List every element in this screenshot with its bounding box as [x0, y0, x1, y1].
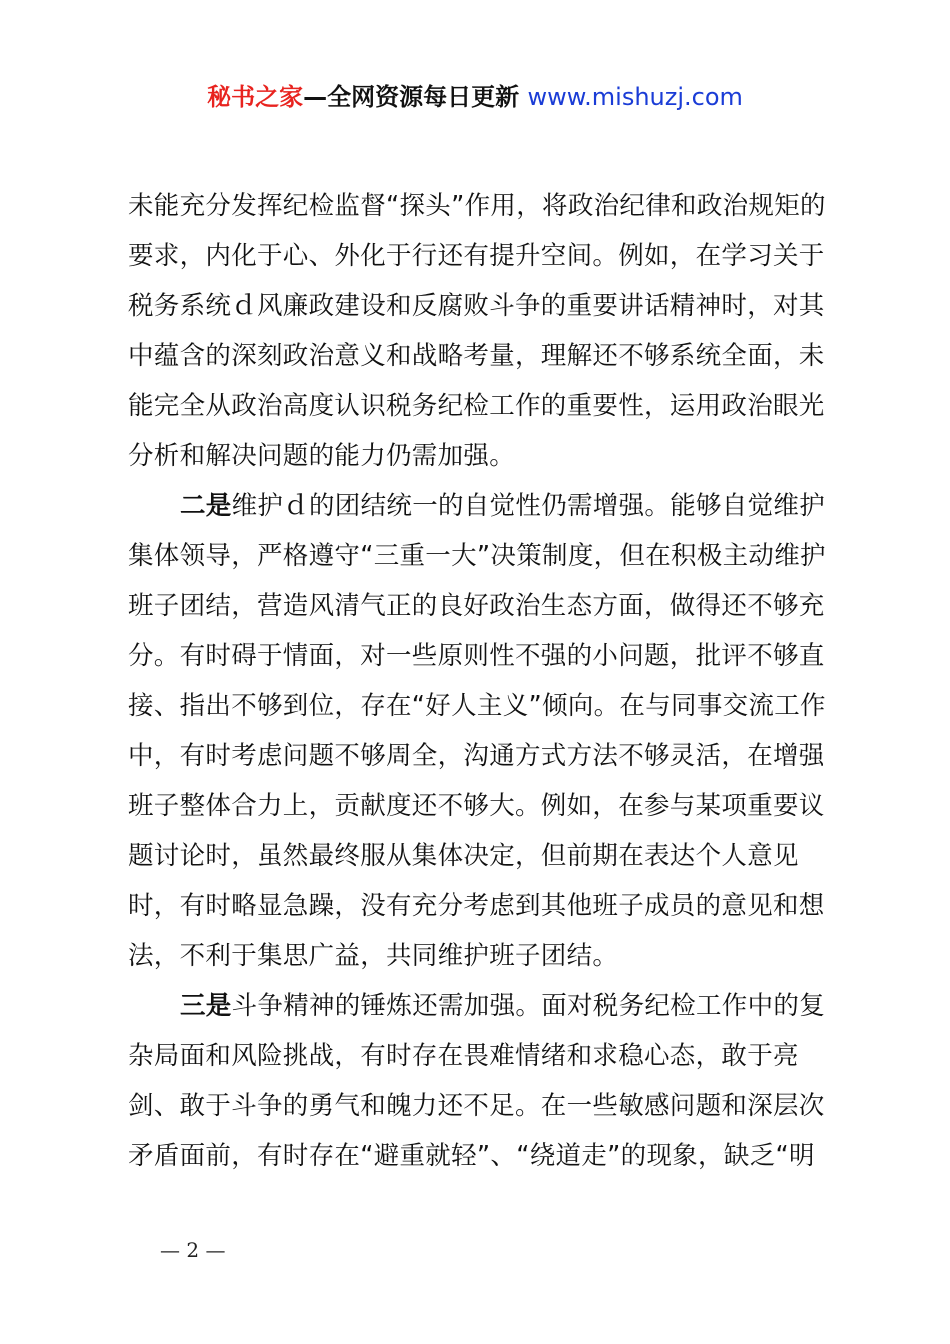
paragraph-2 [128, 481, 834, 981]
paragraph-3 [128, 981, 834, 1181]
paragraph-2-text: 维护ｄ的团结统一的自觉性仍需增强。能够自觉维护集体领导，严格遵守“三重一大”决策制度，但在积极主动维护班子团结，营造风清气正的良好政治生态方面，做得还不够充分。有时碍于情面，对一些原则性不强的小问题，批评不够直接、指出不够到位，存在“好人主义”倾向。在与同事交流工作中，有时考虑问题不够周全，沟通方式方法不够灵活，在增强班子整体合力上，贡献度还不够大。例如，在参与某项重要议题讨论时，虽然最终服从集体决定，但前期在表达个人意见时，有时略显急躁，没有充分考虑到其他班子成员的意见和想法，不利于集思广益，共同维护班子团结。 [128, 491, 826, 971]
paragraph-3-text: 斗争精神的锤炼还需加强。面对税务纪检工作中的复杂局面和风险挑战，有时存在畏难情绪和求稳心态，敢于亮剑、敢于斗争的勇气和魄力还不足。在一些敏感问题和深层次矛盾面前，有时存在“避重就轻”、“绕道走”的现象，缺乏“明 [128, 991, 826, 1171]
paragraph-3-lead: 三是 [180, 991, 232, 1021]
page-number: — 2 — [160, 1238, 226, 1262]
header-tagline: 全网资源每日更新 [327, 83, 520, 111]
document-body [128, 181, 834, 1181]
site-url-link[interactable]: www.mishuzj.com [527, 83, 743, 111]
paragraph-1-text: 未能充分发挥纪检监督“探头”作用，将政治纪律和政治规矩的要求，内化于心、外化于行还有提升空间。例如，在学习关于税务系统ｄ风廉政建设和反腐败斗争的重要讲话精神时，对其中蕴含的深刻政治意义和战略考量，理解还不够系统全面，未能完全从政治高度认识税务纪检工作的重要性，运用政治眼光分析和解决问题的能力仍需加强。 [128, 191, 826, 471]
header-separator: — [303, 83, 328, 111]
site-header [0, 80, 950, 114]
paragraph-1 [128, 181, 834, 481]
brand-name: 秘书之家 [207, 83, 304, 111]
paragraph-2-lead: 二是 [180, 491, 232, 521]
